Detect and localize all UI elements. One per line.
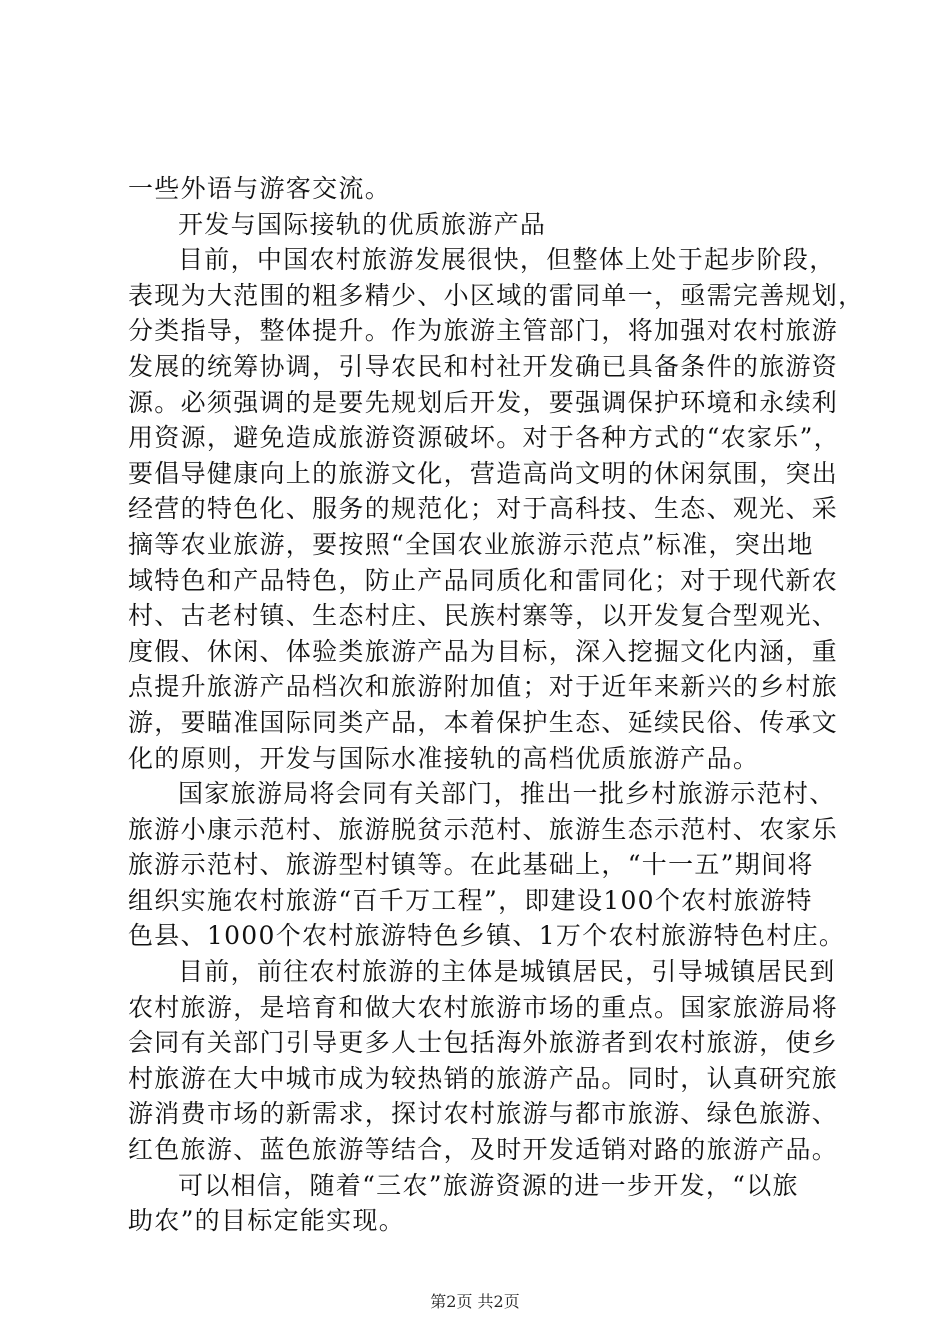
- paragraph-line: 源。必须强调的是要先规划后开发，要强调保护环境和永续利: [128, 387, 839, 417]
- paragraph-line: 域特色和产品特色，防止产品同质化和雷同化；对于现代新农: [128, 565, 839, 595]
- paragraph-line: 用资源，避免造成旅游资源破坏。对于各种方式的“农家乐”，: [128, 423, 840, 453]
- paragraph-line: 旅游小康示范村、旅游脱贫示范村、旅游生态示范村、农家乐: [128, 814, 839, 844]
- paragraph-line: 助农”的目标定能实现。: [128, 1206, 406, 1236]
- paragraph-line: 目前，中国农村旅游发展很快，但整体上处于起步阶段，: [178, 245, 836, 275]
- paragraph-line: 红色旅游、蓝色旅游等结合，及时开发适销对路的旅游产品。: [128, 1135, 839, 1165]
- paragraph-line: 表现为大范围的粗多精少、小区域的雷同单一，亟需完善规划，: [128, 280, 865, 310]
- paragraph-line: 旅游示范村、旅游型村镇等。在此基础上，“十一五”期间将: [128, 850, 814, 880]
- body-text: [128, 171, 865, 1239]
- paragraph-line: 经营的特色化、服务的规范化；对于高科技、生态、观光、采: [128, 494, 839, 524]
- paragraph-line: 要倡导健康向上的旅游文化，营造高尚文明的休闲氛围，突出: [128, 458, 839, 488]
- paragraph-line: 发展的统筹协调，引导农民和村社开发确已具备条件的旅游资: [128, 351, 839, 381]
- text-line: 一些外语与游客交流。: [128, 174, 392, 203]
- paragraph-line: 游，要瞄准国际同类产品，本着保护生态、延续民俗、传承文: [128, 707, 839, 737]
- paragraph-line: 度假、休闲、体验类旅游产品为目标，深入挖掘文化内涵，重: [128, 636, 839, 666]
- paragraph-line: 村旅游在大中城市成为较热销的旅游产品。同时，认真研究旅: [128, 1063, 839, 1093]
- section-heading: 开发与国际接轨的优质旅游产品: [178, 209, 547, 239]
- paragraph-line: 可以相信，随着“三农”旅游资源的进一步开发，“以旅: [178, 1170, 799, 1200]
- paragraph-line: 色县、1000个农村旅游特色乡镇、1万个农村旅游特色村庄。: [128, 921, 846, 951]
- paragraph-line: 组织实施农村旅游“百千万工程”，即建设100个农村旅游特: [128, 885, 813, 915]
- paragraph-line: 摘等农业旅游，要按照“全国农业旅游示范点”标准，突出地: [128, 529, 814, 559]
- paragraph-line: 化的原则，开发与国际水准接轨的高档优质旅游产品。: [128, 743, 760, 773]
- paragraph-line: 村、古老村镇、生态村庄、民族村寨等，以开发复合型观光、: [128, 601, 839, 631]
- paragraph-line: 分类指导，整体提升。作为旅游主管部门，将加强对农村旅游: [128, 316, 839, 346]
- paragraph-line: 农村旅游，是培育和做大农村旅游市场的重点。国家旅游局将: [128, 992, 839, 1022]
- paragraph-line: 会同有关部门引导更多人士包括海外旅游者到农村旅游，使乡: [128, 1028, 839, 1058]
- paragraph-line: 国家旅游局将会同有关部门，推出一批乡村旅游示范村、: [178, 779, 836, 809]
- paragraph-line: 目前，前往农村旅游的主体是城镇居民，引导城镇居民到: [178, 957, 836, 987]
- paragraph-line: 游消费市场的新需求，探讨农村旅游与都市旅游、绿色旅游、: [128, 1099, 839, 1129]
- paragraph-line: 点提升旅游产品档次和旅游附加值；对于近年来新兴的乡村旅: [128, 672, 839, 702]
- page-number-footer: 第2页 共2页: [430, 1292, 520, 1311]
